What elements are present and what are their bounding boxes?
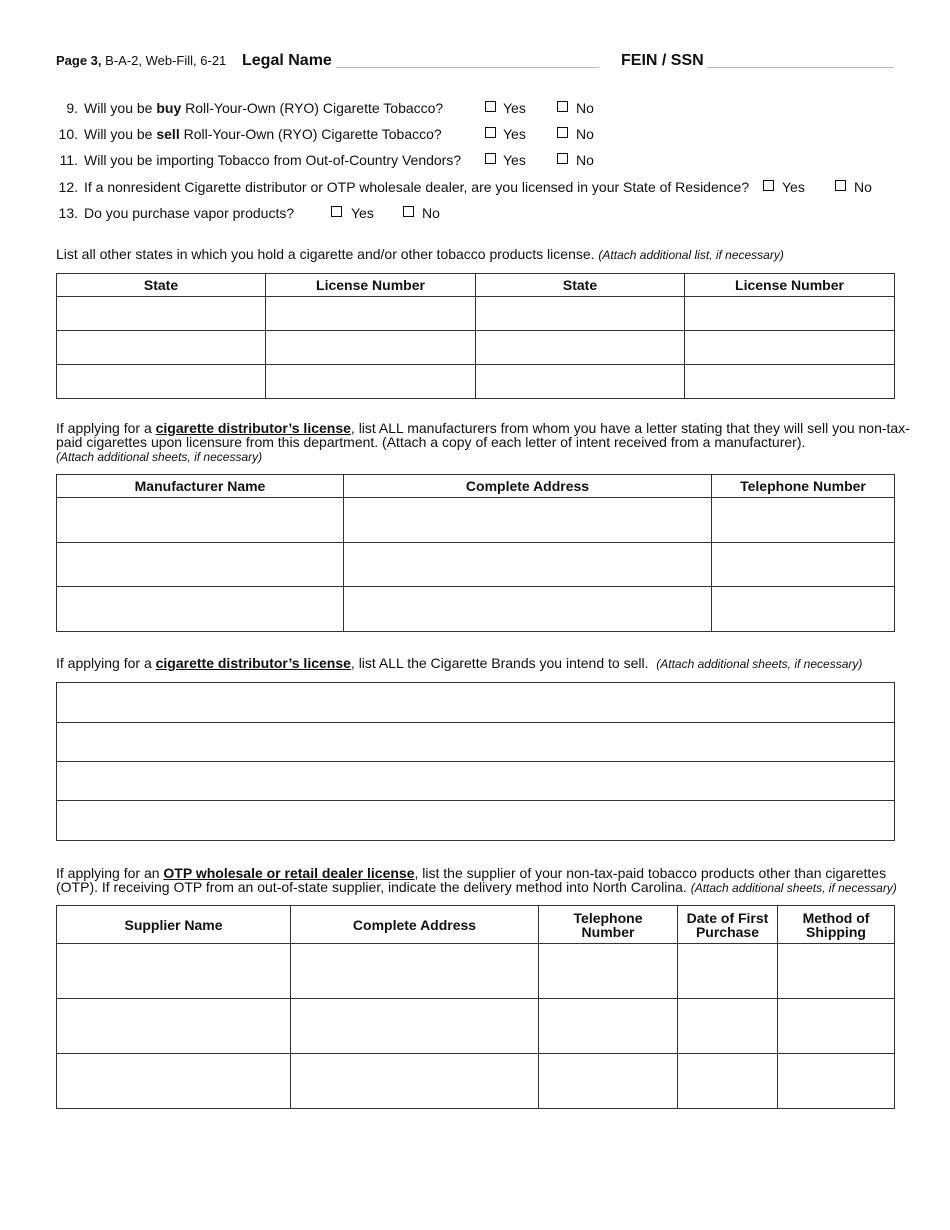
suppliers-table [56, 905, 895, 1109]
suppliers-note: (Attach additional sheets, if necessary) [690, 881, 897, 895]
complete-address-cell[interactable] [344, 498, 712, 543]
table-row [57, 297, 895, 331]
page-number: Page 3, [56, 53, 102, 68]
otp-license-text: OTP wholesale or retail dealer license [163, 865, 415, 881]
brands-table [56, 682, 895, 841]
suppliers-intro: If applying for an OTP wholesale or retail dealer license, list the supplier of your non-tax-paid tobacco products other than cigarettes (OTP). If receiving OTP from an out-of-state supplier, indicate the delivery method into North Carolina. (Attach additional sheets, if necessary) [56, 865, 897, 895]
table-row [57, 365, 895, 399]
question-10: 10. Will you be sell Roll-Your-Own (RYO) Cigarette Tobacco? [58, 126, 442, 142]
state-cell[interactable] [57, 331, 266, 365]
question-13-yes-label: Yes [351, 205, 374, 221]
question-10-yes-label: Yes [503, 126, 526, 142]
table-row [57, 543, 895, 587]
brand-cell[interactable] [57, 762, 895, 801]
question-9-yes-checkbox[interactable] [485, 101, 496, 112]
telephone-number-cell[interactable] [712, 498, 895, 543]
cigarette-distributor-license-text: cigarette distributor’s license [155, 420, 351, 436]
question-13-no-label: No [422, 205, 440, 221]
license-number-cell[interactable] [266, 331, 476, 365]
table-row [57, 331, 895, 365]
col-header-method-of-shipping: Method of Shipping [778, 906, 895, 944]
question-9-yes-label: Yes [503, 100, 526, 116]
manufacturers-note: (Attach additional sheets, if necessary) [56, 450, 263, 464]
license-number-cell[interactable] [685, 297, 895, 331]
license-number-cell[interactable] [685, 331, 895, 365]
question-13-no-checkbox[interactable] [403, 206, 414, 217]
question-10-yes-checkbox[interactable] [485, 127, 496, 138]
question-9-no-label: No [576, 100, 594, 116]
supplier-name-cell[interactable] [57, 944, 291, 999]
states-note: (Attach additional list, if necessary) [598, 248, 784, 262]
brand-cell[interactable] [57, 723, 895, 762]
question-12-no-checkbox[interactable] [835, 180, 846, 191]
question-11-yes-checkbox[interactable] [485, 153, 496, 164]
question-11-yes-label: Yes [503, 152, 526, 168]
manufacturer-name-cell[interactable] [57, 587, 344, 632]
method-of-shipping-cell[interactable] [778, 999, 895, 1054]
question-12-yes-label: Yes [782, 179, 805, 195]
brand-cell[interactable] [57, 683, 895, 723]
telephone-number-cell[interactable] [712, 587, 895, 632]
question-13: 13. Do you purchase vapor products? [58, 205, 295, 221]
table-row [57, 1054, 895, 1109]
question-10-no-label: No [576, 126, 594, 142]
col-header-state: State [57, 274, 266, 297]
telephone-number-cell[interactable] [712, 543, 895, 587]
page-identifier [56, 53, 226, 68]
complete-address-cell[interactable] [344, 543, 712, 587]
telephone-number-cell[interactable] [539, 999, 678, 1054]
cigarette-distributor-license-text: cigarette distributor’s license [155, 655, 351, 671]
question-13-yes-checkbox[interactable] [331, 206, 342, 217]
col-header-license-number: License Number [685, 274, 895, 297]
table-row [57, 587, 895, 632]
complete-address-cell[interactable] [344, 587, 712, 632]
states-license-table [56, 273, 895, 399]
question-11: 11. Will you be importing Tobacco from Out-of-Country Vendors? [59, 152, 462, 168]
telephone-number-cell[interactable] [539, 944, 678, 999]
state-cell[interactable] [476, 365, 685, 399]
method-of-shipping-cell[interactable] [778, 944, 895, 999]
fein-ssn-label: FEIN / SSN [621, 52, 704, 69]
license-number-cell[interactable] [266, 297, 476, 331]
fein-ssn-field[interactable] [707, 67, 894, 68]
telephone-number-cell[interactable] [539, 1054, 678, 1109]
question-9: 9. Will you be buy Roll-Your-Own (RYO) Cigarette Tobacco? [66, 100, 444, 116]
state-cell[interactable] [476, 331, 685, 365]
date-of-first-purchase-cell[interactable] [678, 944, 778, 999]
brand-cell[interactable] [57, 801, 895, 841]
table-row [57, 762, 895, 801]
question-11-no-label: No [576, 152, 594, 168]
col-header-complete-address: Complete Address [344, 475, 712, 498]
brands-intro: If applying for a cigarette distributor’s license, list ALL the Cigarette Brands you intend to sell. (Attach additional sheets, if necessary) [56, 655, 863, 671]
table-row [57, 999, 895, 1054]
complete-address-cell[interactable] [291, 944, 539, 999]
form-id: B-A-2, Web-Fill, 6-21 [105, 53, 227, 68]
manufacturers-table [56, 474, 895, 632]
supplier-name-cell[interactable] [57, 1054, 291, 1109]
question-12-yes-checkbox[interactable] [763, 180, 774, 191]
state-cell[interactable] [476, 297, 685, 331]
manufacturer-name-cell[interactable] [57, 543, 344, 587]
question-11-no-checkbox[interactable] [557, 153, 568, 164]
question-12-no-label: No [854, 179, 872, 195]
col-header-manufacturer-name: Manufacturer Name [57, 475, 344, 498]
supplier-name-cell[interactable] [57, 999, 291, 1054]
question-9-no-checkbox[interactable] [557, 101, 568, 112]
manufacturer-name-cell[interactable] [57, 498, 344, 543]
states-intro: List all other states in which you hold a cigarette and/or other tobacco products license. (Attach additional list, if necessary) [56, 246, 784, 262]
license-number-cell[interactable] [685, 365, 895, 399]
state-cell[interactable] [57, 297, 266, 331]
table-row [57, 683, 895, 723]
col-header-complete-address: Complete Address [291, 906, 539, 944]
col-header-date-of-first-purchase: Date of First Purchase [678, 906, 778, 944]
table-row [57, 944, 895, 999]
col-header-state: State [476, 274, 685, 297]
table-row [57, 723, 895, 762]
question-12: 12. If a nonresident Cigarette distributor or OTP wholesale dealer, are you licensed in your State of Residence? [58, 179, 750, 195]
table-row [57, 498, 895, 543]
col-header-license-number: License Number [266, 274, 476, 297]
col-header-telephone-number: Telephone Number [539, 906, 678, 944]
table-row [57, 801, 895, 841]
brands-note: (Attach additional sheets, if necessary) [656, 657, 863, 671]
manufacturers-intro: If applying for a cigarette distributor’s license, list ALL manufacturers from whom you have a letter stating that they will sell you non-tax- paid cigarettes upon licensure from this department. (Attach a copy of each letter of intent received from a manufacturer). (Attach additional sheets, if necessary) [56, 420, 910, 464]
complete-address-cell[interactable] [291, 999, 539, 1054]
date-of-first-purchase-cell[interactable] [678, 1054, 778, 1109]
complete-address-cell[interactable] [291, 1054, 539, 1109]
legal-name-label: Legal Name [242, 52, 332, 69]
col-header-supplier-name: Supplier Name [57, 906, 291, 944]
method-of-shipping-cell[interactable] [778, 1054, 895, 1109]
date-of-first-purchase-cell[interactable] [678, 999, 778, 1054]
state-cell[interactable] [57, 365, 266, 399]
legal-name-field[interactable] [336, 67, 599, 68]
question-10-no-checkbox[interactable] [557, 127, 568, 138]
col-header-telephone-number: Telephone Number [712, 475, 895, 498]
license-number-cell[interactable] [266, 365, 476, 399]
